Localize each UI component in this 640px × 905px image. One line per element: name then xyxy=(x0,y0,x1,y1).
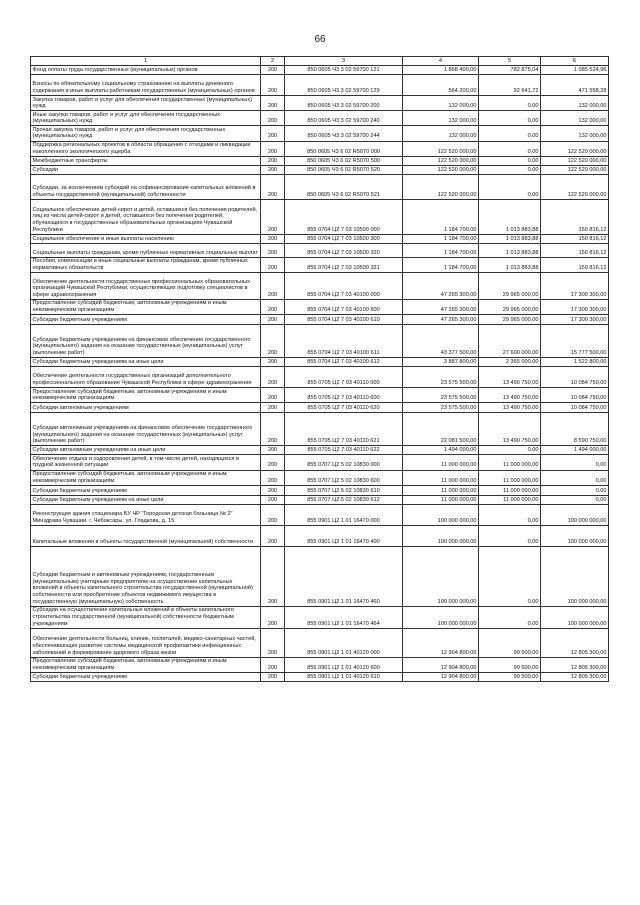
row-plan-cell: 1 868 400,00 xyxy=(403,66,479,75)
table-row xyxy=(31,96,609,111)
row-remainder-cell: 150 816,12 xyxy=(541,257,609,272)
row-classification-cell: 850 0605 Ч3 3 02 59700 200 xyxy=(285,96,403,111)
row-code-cell: 200 xyxy=(261,546,285,606)
row-classification-cell: 855 0707 Ц2 5 02 10830 000 xyxy=(285,455,403,470)
row-executed-cell: 13 490 750,00 xyxy=(479,367,541,388)
row-classification-cell: 855 0901 Ц2 1 01 40120 600 xyxy=(285,657,403,672)
row-name-cell: Межбюджетные трансферты xyxy=(31,156,261,165)
row-remainder-cell: 0,00 xyxy=(541,495,609,504)
table-row xyxy=(31,66,609,75)
row-remainder-cell: 0,00 xyxy=(541,455,609,470)
table-row xyxy=(31,174,609,199)
row-executed-cell: 0,00 xyxy=(479,606,541,628)
row-name-cell: Предоставление субсидий бюджетным, автономным учреждениям и иным некоммерческим организациям xyxy=(31,388,261,403)
row-classification-cell: 855 0901 Ц2 1 01 16470 460 xyxy=(285,546,403,606)
row-code-cell: 200 xyxy=(261,66,285,75)
row-classification-cell: 855 0704 Ц2 7 03 40100 612 xyxy=(285,358,403,367)
row-code-cell: 200 xyxy=(261,358,285,367)
row-plan-cell: 23 575 500,00 xyxy=(403,367,479,388)
row-executed-cell: 0,00 xyxy=(479,111,541,126)
row-classification-cell: 855 0704 Ц2 7 03 40100 600 xyxy=(285,299,403,314)
row-executed-cell: 0,00 xyxy=(479,546,541,606)
row-name-cell: Субсидии бюджетным учреждениям на иные цели xyxy=(31,358,261,367)
row-plan-cell: 11 000 000,00 xyxy=(403,470,479,485)
row-classification-cell: 855 0705 Ц2 7 03 40110 622 xyxy=(285,446,403,455)
row-classification-cell: 855 0704 Ц2 7 03 40100 611 xyxy=(285,325,403,358)
row-remainder-cell: 122 520 000,00 xyxy=(541,165,609,174)
row-executed-cell: 0,00 xyxy=(479,504,541,525)
row-remainder-cell: 10 084 750,00 xyxy=(541,388,609,403)
row-remainder-cell: 12 805 300,00 xyxy=(541,628,609,657)
row-executed-cell: 92 641,72 xyxy=(479,75,541,96)
row-code-cell: 200 xyxy=(261,141,285,156)
row-code-cell: 200 xyxy=(261,495,285,504)
row-classification-cell: 855 0901 Ц2 1 01 16470 400 xyxy=(285,525,403,546)
row-classification-cell: 850 0605 Ч3 3 02 59700 129 xyxy=(285,75,403,96)
row-plan-cell: 47 265 300,00 xyxy=(403,315,479,325)
row-classification-cell: 850 0605 Ч3 3 02 59700 244 xyxy=(285,126,403,141)
row-remainder-cell: 100 000 000,00 xyxy=(541,606,609,628)
row-classification-cell: 850 0605 Ч3 6 02 R5070 000 xyxy=(285,141,403,156)
row-name-cell: Субсидии бюджетным и автономным учреждениям, государственным (муниципальным) унитарным предприятиям на осуществление капитальных вложений в объекты капитального строительства государственной (муниципальной) собственности или приобретение объектов недвижимого имущества в государственную (муниципальную) собственность xyxy=(31,546,261,606)
row-remainder-cell: 1 085 524,96 xyxy=(541,66,609,75)
table-row xyxy=(31,495,609,504)
row-name-cell: Обеспечение деятельности государственных организаций дополнительного профессионального образования Чувашской Республики в сфере здравоохранения xyxy=(31,367,261,388)
row-name-cell: Социальное обеспечение и иные выплаты населению xyxy=(31,234,261,243)
budget-table xyxy=(30,56,609,682)
row-code-cell: 200 xyxy=(261,126,285,141)
row-plan-cell: 100 000 000,00 xyxy=(403,606,479,628)
header-cell: 3 xyxy=(285,57,403,66)
row-name-cell: Субсидии автономным учреждениям на финансовое обеспечение государственного (муниципального) задания на оказание государственных (муниципальных) услуг (выполнение работ) xyxy=(31,413,261,446)
row-plan-cell: 22 081 500,00 xyxy=(403,413,479,446)
row-name-cell: Субсидии бюджетным учреждениям на иные цели xyxy=(31,495,261,504)
row-remainder-cell: 10 084 750,00 xyxy=(541,367,609,388)
row-classification-cell: 855 0707 Ц2 5 02 10830 600 xyxy=(285,470,403,485)
row-plan-cell: 47 265 300,00 xyxy=(403,272,479,299)
table-row xyxy=(31,504,609,525)
row-remainder-cell: 0,00 xyxy=(541,470,609,485)
row-remainder-cell: 150 816,12 xyxy=(541,199,609,234)
row-remainder-cell: 132 000,00 xyxy=(541,96,609,111)
table-row xyxy=(31,525,609,546)
row-classification-cell: 855 0901 Ц2 1 01 40120 000 xyxy=(285,628,403,657)
row-code-cell: 200 xyxy=(261,315,285,325)
row-code-cell: 200 xyxy=(261,672,285,681)
row-code-cell: 200 xyxy=(261,657,285,672)
row-code-cell: 200 xyxy=(261,272,285,299)
row-code-cell: 200 xyxy=(261,367,285,388)
row-plan-cell: 122 520 000,00 xyxy=(403,165,479,174)
row-code-cell: 200 xyxy=(261,403,285,413)
row-remainder-cell: 12 805 300,00 xyxy=(541,657,609,672)
row-code-cell: 200 xyxy=(261,388,285,403)
row-classification-cell: 855 0705 Ц2 7 03 40110 600 xyxy=(285,388,403,403)
row-executed-cell: 1 013 883,88 xyxy=(479,257,541,272)
row-name-cell: Субсидии на осуществление капитальных вложений в объекты капитального строительства государственной (муниципальной) собственности бюджетным учреждениям xyxy=(31,606,261,628)
table-row xyxy=(31,546,609,606)
row-classification-cell: 850 0605 Ч3 6 02 R5070 500 xyxy=(285,156,403,165)
row-classification-cell: 850 0605 Ч3 3 02 59700 121 xyxy=(285,66,403,75)
table-row xyxy=(31,299,609,314)
row-code-cell: 200 xyxy=(261,156,285,165)
row-executed-cell: 0,00 xyxy=(479,174,541,199)
table-body xyxy=(31,66,609,682)
row-executed-cell: 11 000 000,00 xyxy=(479,455,541,470)
table-row xyxy=(31,446,609,455)
table-header-row xyxy=(31,57,609,66)
row-plan-cell: 122 520 000,00 xyxy=(403,156,479,165)
row-remainder-cell: 17 300 300,00 xyxy=(541,272,609,299)
row-classification-cell: 855 0705 Ц2 7 03 40110 000 xyxy=(285,367,403,388)
row-plan-cell: 23 575 500,00 xyxy=(403,388,479,403)
row-code-cell: 200 xyxy=(261,485,285,495)
table-row xyxy=(31,628,609,657)
row-code-cell: 200 xyxy=(261,299,285,314)
row-classification-cell: 855 0901 Ц2 1 01 16470 464 xyxy=(285,606,403,628)
row-executed-cell: 13 490 750,00 xyxy=(479,388,541,403)
row-name-cell: Прочая закупка товаров, работ и услуг для обеспечения государственных (муниципальных) нужд xyxy=(31,126,261,141)
row-remainder-cell: 122 520 000,00 xyxy=(541,141,609,156)
row-name-cell: Поддержка региональных проектов в области обращения с отходами и ликвидации накопленного экологического ущерба xyxy=(31,141,261,156)
row-classification-cell: 855 0704 Ц2 7 03 10500 321 xyxy=(285,257,403,272)
row-remainder-cell: 471 558,28 xyxy=(541,75,609,96)
row-remainder-cell: 8 590 750,00 xyxy=(541,413,609,446)
row-code-cell: 200 xyxy=(261,525,285,546)
row-code-cell: 200 xyxy=(261,446,285,455)
row-remainder-cell: 17 300 300,00 xyxy=(541,299,609,314)
row-executed-cell: 782 875,04 xyxy=(479,66,541,75)
row-executed-cell: 99 500,00 xyxy=(479,657,541,672)
row-plan-cell: 1 494 000,00 xyxy=(403,446,479,455)
row-name-cell: Субсидии xyxy=(31,165,261,174)
row-classification-cell: 855 0901 Ц2 1 01 40120 610 xyxy=(285,672,403,681)
table-row xyxy=(31,657,609,672)
table-row xyxy=(31,367,609,388)
table-row xyxy=(31,413,609,446)
table-row xyxy=(31,388,609,403)
row-plan-cell: 100 000 000,00 xyxy=(403,504,479,525)
row-remainder-cell: 150 816,12 xyxy=(541,234,609,243)
row-plan-cell: 12 904 800,00 xyxy=(403,672,479,681)
table-row xyxy=(31,358,609,367)
row-plan-cell: 1 184 700,00 xyxy=(403,199,479,234)
row-code-cell: 200 xyxy=(261,199,285,234)
row-plan-cell: 132 000,00 xyxy=(403,96,479,111)
row-code-cell: 200 xyxy=(261,628,285,657)
row-executed-cell: 11 000 000,00 xyxy=(479,470,541,485)
row-plan-cell: 100 000 000,00 xyxy=(403,525,479,546)
row-plan-cell: 100 000 000,00 xyxy=(403,546,479,606)
table-row xyxy=(31,111,609,126)
row-remainder-cell: 17 300 300,00 xyxy=(541,315,609,325)
row-plan-cell: 3 887 800,00 xyxy=(403,358,479,367)
row-executed-cell: 99 500,00 xyxy=(479,628,541,657)
row-executed-cell: 1 013 883,88 xyxy=(479,199,541,234)
row-code-cell: 200 xyxy=(261,75,285,96)
row-code-cell: 200 xyxy=(261,111,285,126)
row-plan-cell: 564 200,00 xyxy=(403,75,479,96)
table-row xyxy=(31,257,609,272)
row-remainder-cell: 0,00 xyxy=(541,485,609,495)
row-plan-cell: 11 000 000,00 xyxy=(403,485,479,495)
row-plan-cell: 12 904 800,00 xyxy=(403,657,479,672)
row-remainder-cell: 100 000 000,00 xyxy=(541,546,609,606)
row-classification-cell: 855 0704 Ц2 7 03 40100 610 xyxy=(285,315,403,325)
row-name-cell: Субсидии бюджетным учреждениям xyxy=(31,485,261,495)
table-row xyxy=(31,606,609,628)
table-row xyxy=(31,234,609,243)
table-row xyxy=(31,272,609,299)
row-executed-cell: 0,00 xyxy=(479,96,541,111)
row-plan-cell: 11 000 000,00 xyxy=(403,495,479,504)
row-executed-cell: 1 013 883,88 xyxy=(479,234,541,243)
row-executed-cell: 0,00 xyxy=(479,141,541,156)
row-code-cell: 200 xyxy=(261,96,285,111)
row-plan-cell: 1 184 700,00 xyxy=(403,257,479,272)
row-name-cell: Обеспечение отдыха и оздоровления детей, в том числе детей, находящихся в трудной жизненной ситуации xyxy=(31,455,261,470)
row-executed-cell: 99 500,00 xyxy=(479,672,541,681)
row-classification-cell: 855 0705 Ц2 7 03 40110 620 xyxy=(285,403,403,413)
table-row xyxy=(31,156,609,165)
table-row xyxy=(31,141,609,156)
row-executed-cell: 0,00 xyxy=(479,525,541,546)
row-code-cell: 200 xyxy=(261,165,285,174)
table-row xyxy=(31,470,609,485)
table-row xyxy=(31,455,609,470)
row-remainder-cell: 122 520 000,00 xyxy=(541,174,609,199)
row-classification-cell: 855 0707 Ц2 5 02 10830 610 xyxy=(285,485,403,495)
row-code-cell: 200 xyxy=(261,470,285,485)
row-remainder-cell: 100 000 000,00 xyxy=(541,504,609,525)
row-code-cell: 200 xyxy=(261,257,285,272)
row-executed-cell: 29 965 000,00 xyxy=(479,299,541,314)
row-name-cell: Предоставление субсидий бюджетным, автономным учреждениям и иным некоммерческим организациям xyxy=(31,470,261,485)
row-plan-cell: 11 000 000,00 xyxy=(403,455,479,470)
row-code-cell: 200 xyxy=(261,504,285,525)
row-classification-cell: 850 0605 Ч3 3 02 59700 240 xyxy=(285,111,403,126)
row-code-cell: 200 xyxy=(261,234,285,243)
row-remainder-cell: 15 777 500,00 xyxy=(541,325,609,358)
row-plan-cell: 47 265 300,00 xyxy=(403,299,479,314)
row-name-cell: Закупка товаров, работ и услуг для обеспечения государственных (муниципальных) нужд xyxy=(31,96,261,111)
row-plan-cell: 43 377 500,00 xyxy=(403,325,479,358)
row-executed-cell: 0,00 xyxy=(479,165,541,174)
header-cell: 2 xyxy=(261,57,285,66)
row-classification-cell: 855 0704 Ц2 7 03 10500 000 xyxy=(285,199,403,234)
row-name-cell: Пособия, компенсации и иные социальные выплаты гражданам, кроме публичных нормативных обязательств xyxy=(31,257,261,272)
row-name-cell: Капитальные вложения в объекты государственной (муниципальной) собственности xyxy=(31,525,261,546)
row-remainder-cell: 1 494 000,00 xyxy=(541,446,609,455)
row-name-cell: Социальное обеспечение детей-сирот и детей, оставшихся без попечения родителей, лиц из числа детей-сирот и детей, оставшихся без попечения родителей, обучающихся в государственных образовательных организациях Чувашской Республики xyxy=(31,199,261,234)
row-executed-cell: 29 965 000,00 xyxy=(479,315,541,325)
row-executed-cell: 27 600 000,00 xyxy=(479,325,541,358)
table-row xyxy=(31,315,609,325)
row-name-cell: Социальные выплаты гражданам, кроме публичных нормативных социальных выплат xyxy=(31,243,261,257)
row-classification-cell: 855 0704 Ц2 7 03 10500 320 xyxy=(285,243,403,257)
row-name-cell: Предоставление субсидий бюджетным, автономным учреждениям и иным некоммерческим организациям xyxy=(31,299,261,314)
row-classification-cell: 855 0901 Ц2 1 01 16470 000 xyxy=(285,504,403,525)
table-row xyxy=(31,126,609,141)
row-plan-cell: 132 000,00 xyxy=(403,126,479,141)
row-name-cell: Субсидии бюджетным учреждениям на финансовое обеспечение государственного (муниципального) задания на оказание государственных (муниципальных) услуг (выполнение работ) xyxy=(31,325,261,358)
row-name-cell: Субсидии бюджетным учреждениям xyxy=(31,315,261,325)
row-plan-cell: 122 520 000,00 xyxy=(403,141,479,156)
row-remainder-cell: 1 522 800,00 xyxy=(541,358,609,367)
row-code-cell: 200 xyxy=(261,325,285,358)
row-code-cell: 200 xyxy=(261,455,285,470)
table-row xyxy=(31,672,609,681)
row-remainder-cell: 132 000,00 xyxy=(541,111,609,126)
row-classification-cell: 855 0704 Ц2 7 03 10500 300 xyxy=(285,234,403,243)
row-name-cell: Субсидии бюджетным учреждениям xyxy=(31,672,261,681)
row-executed-cell: 13 490 750,00 xyxy=(479,413,541,446)
row-plan-cell: 132 000,00 xyxy=(403,111,479,126)
row-plan-cell: 1 184 700,00 xyxy=(403,234,479,243)
row-plan-cell: 12 904 800,00 xyxy=(403,628,479,657)
row-executed-cell: 0,00 xyxy=(479,156,541,165)
header-cell: 4 xyxy=(403,57,479,66)
header-cell: 1 xyxy=(31,57,261,66)
header-cell: 5 xyxy=(479,57,541,66)
row-plan-cell: 1 184 700,00 xyxy=(403,243,479,257)
row-executed-cell: 11 000 000,00 xyxy=(479,485,541,495)
table-row xyxy=(31,403,609,413)
table-row xyxy=(31,165,609,174)
row-name-cell: Обеспечение деятельности больниц, клиник, госпиталей, медико-санитарных частей, обеспечивающих развитие системы медицинской профилактики инфекционных заболеваний и формирование здорового образа жизни xyxy=(31,628,261,657)
row-remainder-cell: 122 520 000,00 xyxy=(541,156,609,165)
row-name-cell: Взносы по обязательному социальному страхованию на выплаты денежного содержания и иные выплаты работникам государственных (муниципальных) органов xyxy=(31,75,261,96)
table-row xyxy=(31,325,609,358)
row-name-cell: Предоставление субсидий бюджетным, автономным учреждениям и иным некоммерческим организациям xyxy=(31,657,261,672)
row-name-cell: Реконструкция здания стационара БУ ЧР "Городская детская больница № 2" Минздрава Чувашии, г. Чебоксары, ул. Гладкова, д. 15 xyxy=(31,504,261,525)
row-name-cell: Иные закупки товаров, работ и услуг для обеспечения государственных (муниципальных) нужд xyxy=(31,111,261,126)
row-executed-cell: 1 013 883,88 xyxy=(479,243,541,257)
row-classification-cell: 850 0605 Ч3 6 02 R5070 520 xyxy=(285,165,403,174)
table-row xyxy=(31,485,609,495)
row-code-cell: 200 xyxy=(261,606,285,628)
row-code-cell: 200 xyxy=(261,174,285,199)
row-remainder-cell: 132 000,00 xyxy=(541,126,609,141)
row-remainder-cell: 12 805 300,00 xyxy=(541,672,609,681)
row-remainder-cell: 150 816,12 xyxy=(541,243,609,257)
row-plan-cell: 122 520 000,00 xyxy=(403,174,479,199)
row-executed-cell: 0,00 xyxy=(479,446,541,455)
row-name-cell: Субсидии автономным учреждениям xyxy=(31,403,261,413)
row-plan-cell: 23 575 500,00 xyxy=(403,403,479,413)
row-classification-cell: 850 0605 Ч3 6 02 R5070 521 xyxy=(285,174,403,199)
row-classification-cell: 855 0704 Ц2 7 03 40100 000 xyxy=(285,272,403,299)
row-remainder-cell: 100 000 000,00 xyxy=(541,525,609,546)
table-row xyxy=(31,243,609,257)
page-number: 66 xyxy=(314,34,326,45)
row-classification-cell: 855 0705 Ц2 7 03 40110 621 xyxy=(285,413,403,446)
row-executed-cell: 13 490 750,00 xyxy=(479,403,541,413)
row-name-cell: Обеспечение деятельности государственных профессиональных образовательных организаций Чувашской Республики, осуществляющих подготовку специалистов в сфере здравоохранения xyxy=(31,272,261,299)
row-executed-cell: 29 965 000,00 xyxy=(479,272,541,299)
row-code-cell: 200 xyxy=(261,243,285,257)
row-remainder-cell: 10 084 750,00 xyxy=(541,403,609,413)
row-name-cell: Субсидии автономным учреждениям на иные цели xyxy=(31,446,261,455)
header-cell: 6 xyxy=(541,57,609,66)
table-row xyxy=(31,199,609,234)
row-name-cell: Субсидии, за исключением субсидий на софинансирование капитальных вложений в объекты государственной (муниципальной) собственности xyxy=(31,174,261,199)
row-executed-cell: 11 000 000,00 xyxy=(479,495,541,504)
row-classification-cell: 855 0707 Ц2 5 02 10830 612 xyxy=(285,495,403,504)
row-executed-cell: 0,00 xyxy=(479,126,541,141)
row-code-cell: 200 xyxy=(261,413,285,446)
table-row xyxy=(31,75,609,96)
row-executed-cell: 2 365 000,00 xyxy=(479,358,541,367)
row-name-cell: Фонд оплаты труда государственных (муниципальных) органов xyxy=(31,66,261,75)
